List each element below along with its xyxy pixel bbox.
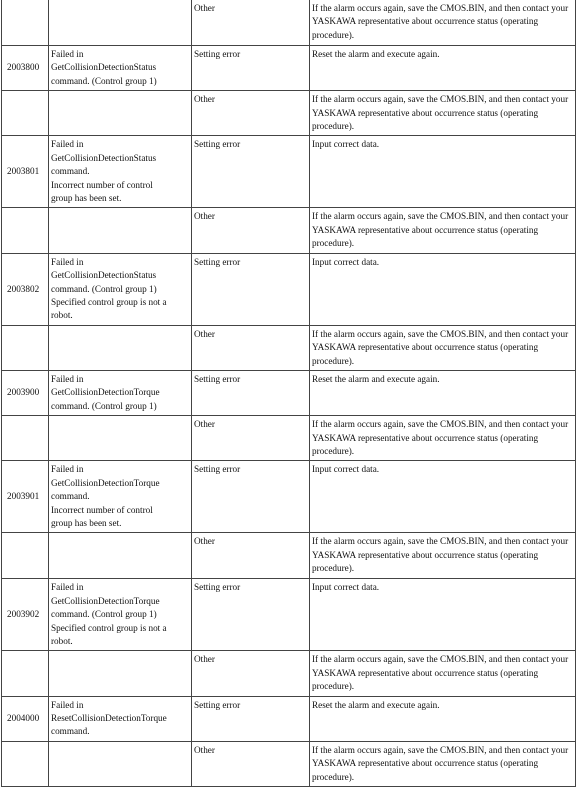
meaning-line: GetCollisionDetectionStatus	[51, 62, 157, 73]
meaning-line: robot.	[51, 636, 73, 647]
table-row	[2, 461, 576, 533]
meaning-line: group has been set.	[51, 193, 122, 204]
alarm-code-cell	[2, 416, 49, 461]
meaning-line: GetCollisionDetectionTorque	[51, 387, 160, 398]
meaning-line: GetCollisionDetectionTorque	[51, 595, 160, 606]
table-row	[2, 370, 576, 415]
alarm-meaning-cell	[49, 416, 192, 461]
table-row	[2, 741, 576, 786]
alarm-meaning-cell	[49, 461, 192, 533]
meaning-line: Incorrect number of control	[51, 179, 153, 190]
meaning-line: GetCollisionDetectionTorque	[51, 477, 160, 488]
alarm-table	[1, 0, 576, 787]
meaning-line: Failed in	[51, 699, 84, 710]
alarm-remedy-cell: If the alarm occurs again, save the CMOS.BIN, and then contact your YASKAWA representative about occurrence status (operating procedure).	[310, 416, 576, 461]
alarm-remedy-cell: Input correct data.	[310, 461, 576, 533]
meaning-line: Failed in	[51, 464, 84, 475]
alarm-remedy-cell: Input correct data.	[310, 579, 576, 651]
alarm-remedy-cell: If the alarm occurs again, save the CMOS.BIN, and then contact your YASKAWA representative about occurrence status (operating procedure).	[310, 208, 576, 253]
meaning-line: Failed in	[51, 582, 84, 593]
alarm-remedy-cell: Reset the alarm and execute again.	[310, 696, 576, 741]
alarm-code-cell: 2003901	[2, 461, 49, 533]
meaning-line: group has been set.	[51, 518, 122, 528]
alarm-meaning-cell	[49, 91, 192, 136]
alarm-cause-cell: Other	[192, 208, 310, 253]
meaning-line: Failed in	[51, 373, 84, 384]
alarm-code-cell: 2003802	[2, 253, 49, 325]
alarm-cause-cell: Setting error	[192, 696, 310, 741]
alarm-remedy-cell: If the alarm occurs again, save the CMOS.BIN, and then contact your YASKAWA representative about occurrence status (operating procedure).	[310, 533, 576, 579]
alarm-code-cell	[2, 0, 49, 46]
meaning-line: command.	[51, 491, 90, 502]
meaning-line: Failed in	[51, 139, 84, 150]
meaning-line: Specified control group is not a	[51, 622, 167, 633]
table-row	[2, 136, 576, 208]
alarm-meaning-cell	[49, 46, 192, 91]
alarm-cause-cell: Setting error	[192, 46, 310, 91]
alarm-cause-cell: Other	[192, 91, 310, 136]
alarm-remedy-cell: Input correct data.	[310, 253, 576, 325]
table-row	[2, 696, 576, 741]
alarm-cause-cell: Setting error	[192, 253, 310, 325]
alarm-cause-cell: Setting error	[192, 461, 310, 533]
table-row	[2, 579, 576, 651]
meaning-line: GetCollisionDetectionStatus	[51, 152, 157, 163]
alarm-code-cell	[2, 651, 49, 696]
alarm-code-cell: 2003902	[2, 579, 49, 651]
alarm-cause-cell: Other	[192, 651, 310, 696]
alarm-meaning-cell	[49, 325, 192, 370]
alarm-meaning-cell	[49, 533, 192, 579]
table-row	[2, 651, 576, 696]
meaning-line: command. (Control group 1)	[51, 400, 157, 411]
table-row	[2, 325, 576, 370]
table-row	[2, 208, 576, 253]
table-row	[2, 46, 576, 91]
alarm-table-body	[2, 0, 576, 787]
alarm-cause-cell: Other	[192, 325, 310, 370]
meaning-line: ResetCollisionDetectionTorque	[51, 713, 167, 724]
table-row	[2, 533, 576, 579]
alarm-remedy-cell: Reset the alarm and execute again.	[310, 46, 576, 91]
alarm-code-cell	[2, 741, 49, 786]
alarm-cause-cell: Other	[192, 741, 310, 786]
alarm-cause-cell: Other	[192, 416, 310, 461]
alarm-meaning-cell	[49, 741, 192, 786]
meaning-line: command. (Control group 1)	[51, 283, 157, 294]
alarm-remedy-cell: If the alarm occurs again, save the CMOS.BIN, and then contact your YASKAWA representative about occurrence status (operating procedure).	[310, 0, 576, 46]
alarm-code-cell: 2003900	[2, 370, 49, 415]
alarm-code-cell: 2003800	[2, 46, 49, 91]
meaning-line: command.	[51, 166, 90, 177]
alarm-cause-cell: Other	[192, 533, 310, 579]
alarm-remedy-cell: If the alarm occurs again, save the CMOS.BIN, and then contact your YASKAWA representative about occurrence status (operating procedure).	[310, 325, 576, 370]
meaning-line: command.	[51, 726, 90, 737]
alarm-cause-cell: Setting error	[192, 136, 310, 208]
alarm-meaning-cell	[49, 253, 192, 325]
alarm-cause-cell: Other	[192, 0, 310, 46]
alarm-code-cell	[2, 325, 49, 370]
alarm-meaning-cell	[49, 136, 192, 208]
alarm-meaning-cell	[49, 696, 192, 741]
meaning-line: robot.	[51, 310, 73, 321]
alarm-code-cell: 2004000	[2, 696, 49, 741]
meaning-line: GetCollisionDetectionStatus	[51, 270, 157, 281]
alarm-remedy-cell: Input correct data.	[310, 136, 576, 208]
meaning-line: Specified control group is not a	[51, 296, 167, 307]
alarm-meaning-cell	[49, 370, 192, 415]
alarm-remedy-cell: If the alarm occurs again, save the CMOS.BIN, and then contact your YASKAWA representative about occurrence status (operating procedure).	[310, 651, 576, 696]
meaning-line: Incorrect number of control	[51, 504, 153, 515]
meaning-line: command. (Control group 1)	[51, 609, 157, 620]
alarm-cause-cell: Setting error	[192, 579, 310, 651]
alarm-remedy-cell: If the alarm occurs again, save the CMOS.BIN, and then contact your YASKAWA representative about occurrence status (operating procedure).	[310, 91, 576, 136]
meaning-line: command. (Control group 1)	[51, 75, 157, 86]
table-row	[2, 253, 576, 325]
meaning-line: Failed in	[51, 256, 84, 267]
alarm-code-cell: 2003801	[2, 136, 49, 208]
alarm-meaning-cell	[49, 0, 192, 46]
table-row	[2, 416, 576, 461]
alarm-cause-cell: Setting error	[192, 370, 310, 415]
alarm-meaning-cell	[49, 651, 192, 696]
table-row	[2, 0, 576, 46]
alarm-remedy-cell: If the alarm occurs again, save the CMOS.BIN, and then contact your YASKAWA representative about occurrence status (operating procedure).	[310, 741, 576, 786]
meaning-line: Failed in	[51, 49, 84, 59]
alarm-code-cell	[2, 91, 49, 136]
alarm-meaning-cell	[49, 579, 192, 651]
alarm-code-cell	[2, 533, 49, 579]
alarm-code-cell	[2, 208, 49, 253]
table-row	[2, 91, 576, 136]
alarm-remedy-cell: Reset the alarm and execute again.	[310, 370, 576, 415]
alarm-meaning-cell	[49, 208, 192, 253]
